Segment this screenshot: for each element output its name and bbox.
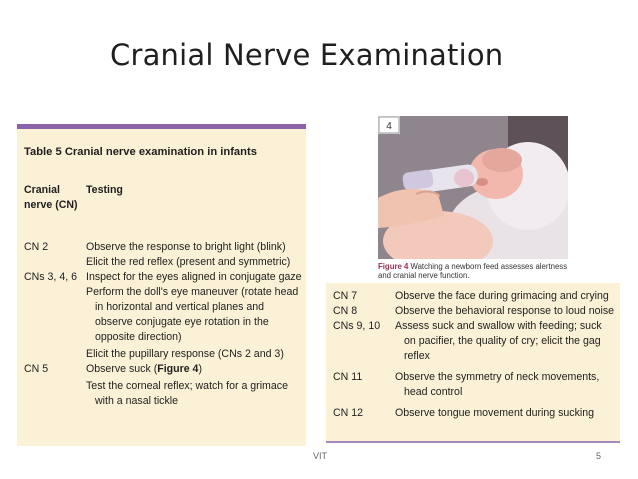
- testing-cell: Observe the face during grimacing and crying: [395, 290, 609, 302]
- testing-cell: Perform the doll's eye maneuver (rotate head in horizontal and vertical planes and observe conjugate eye rotation in the opposite direction): [86, 286, 299, 343]
- table-row: [24, 362, 302, 377]
- testing-cell: Observe the symmetry of neck movements, head control: [395, 371, 600, 398]
- table-row: [24, 285, 302, 345]
- testing-cell: Observe the response to bright light (blink): [86, 241, 286, 253]
- testing-text: Observe suck (: [86, 363, 158, 375]
- newborn-feeding-illustration: [378, 116, 568, 259]
- figure-caption-text: Watching a newborn feed assesses alertness and cranial nerve function.: [378, 262, 568, 280]
- table-caption: Table 5 Cranial nerve examination in infants: [24, 146, 257, 158]
- cn-cell: CN 8: [333, 305, 358, 317]
- table-top-rule: [17, 124, 306, 129]
- testing-cell: Elicit the red reflex (present and symmetric): [86, 256, 291, 268]
- testing-cell: Elicit the pupillary response (CNs 2 and 3): [86, 348, 284, 360]
- table-row: [24, 270, 302, 285]
- table-row: [333, 319, 616, 364]
- cn-cell: CN 5: [24, 363, 49, 375]
- table-row: [333, 304, 616, 319]
- table-5-rows: [24, 240, 302, 409]
- testing-cell: [86, 362, 302, 377]
- column-header-cranial-nerve: Cranial nerve (CN): [24, 184, 78, 211]
- table-5-panel: [17, 124, 306, 446]
- table-continuation-panel: [326, 283, 620, 443]
- cn-cell: CNs 9, 10: [333, 320, 381, 332]
- testing-text: ): [198, 363, 202, 375]
- table-continuation-rows: [333, 289, 616, 421]
- column-header-testing: Testing: [86, 184, 123, 196]
- cn-cell: [24, 255, 86, 270]
- cn-cell: CN 11: [333, 371, 363, 383]
- table-row: [24, 379, 302, 409]
- cn-cell: [24, 285, 86, 345]
- table-row: [333, 370, 616, 400]
- figure-badge: 4: [386, 121, 392, 132]
- testing-cell: Assess suck and swallow with feeding; suck on pacifier, the quality of cry; elicit the gag reflex: [395, 320, 602, 362]
- testing-cell: Inspect for the eyes aligned in conjugate gaze: [86, 271, 302, 283]
- cn-cell: CN 7: [333, 290, 358, 302]
- table-bottom-rule: [326, 441, 620, 443]
- cn-cell: CN 2: [24, 241, 49, 253]
- page-number: 5: [596, 451, 602, 461]
- table-row: [24, 347, 302, 362]
- newborn-feeding-photo: [378, 116, 568, 259]
- slide-title: Cranial Nerve Examination: [110, 38, 504, 72]
- figure-reference: Figure 4: [157, 363, 199, 375]
- table-row: [24, 255, 302, 270]
- testing-cell: Observe the behavioral response to loud noise: [395, 305, 615, 317]
- table-row: [24, 240, 302, 255]
- testing-cell: Test the corneal reflex; watch for a grimace with a nasal tickle: [86, 380, 288, 407]
- table-row: [333, 289, 616, 304]
- testing-cell: Observe tongue movement during sucking: [395, 407, 595, 419]
- figure-caption-label: Figure 4: [378, 262, 409, 271]
- table-row: [333, 406, 616, 421]
- cn-cell: CNs 3, 4, 6: [24, 271, 77, 283]
- footer-label: VIT: [313, 451, 328, 461]
- cn-cell: CN 12: [333, 407, 364, 419]
- figure-caption: [378, 262, 574, 280]
- cn-cell: [24, 379, 86, 409]
- cn-cell: [24, 347, 86, 362]
